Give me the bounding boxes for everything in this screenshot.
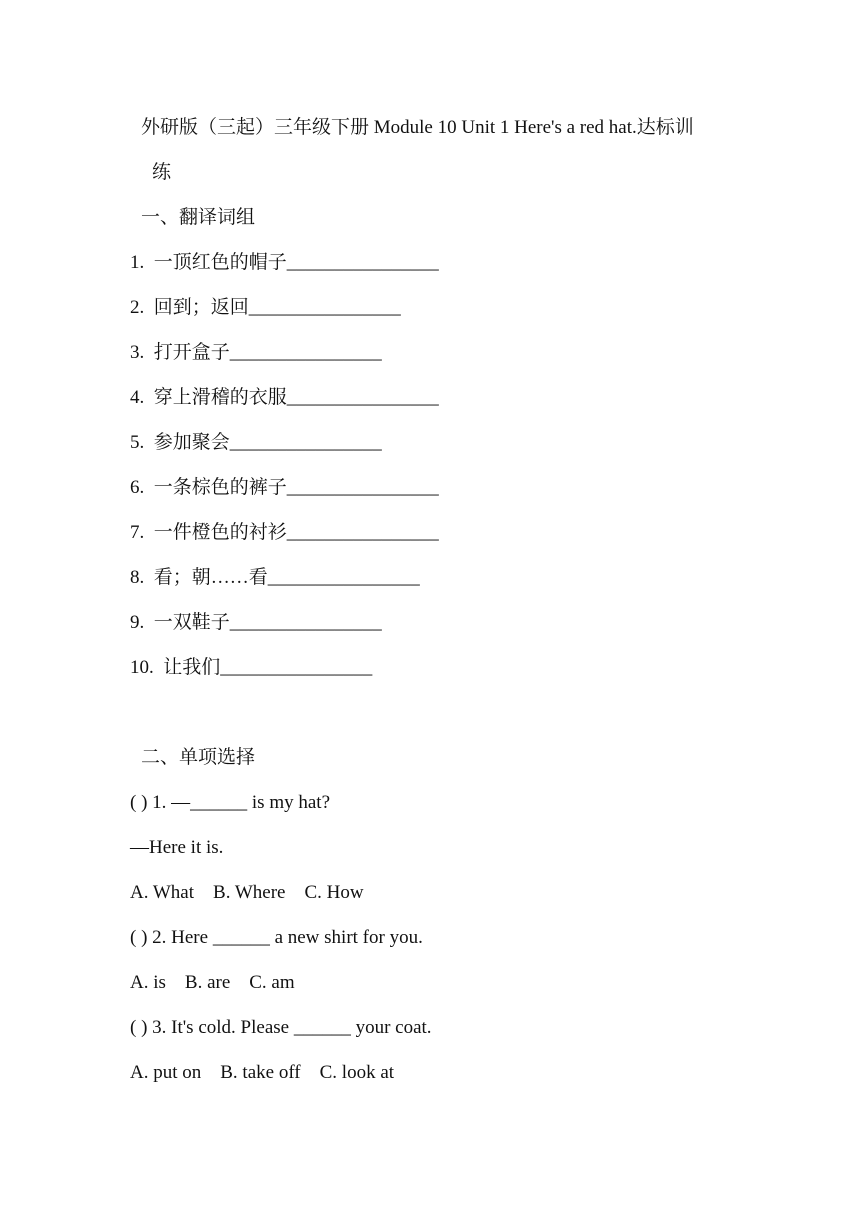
question-1-answer-line: —Here it is. bbox=[130, 837, 224, 858]
question-2-options: A. is B. are C. am bbox=[130, 972, 295, 993]
translation-item-6: 6. 一条棕色的裤子________________ bbox=[130, 477, 439, 498]
translation-item-7: 7. 一件橙色的衬衫________________ bbox=[130, 522, 439, 543]
translation-item-10: 10. 让我们________________ bbox=[130, 657, 373, 678]
question-2: ( ) 2. Here ______ a new shirt for you. bbox=[130, 927, 423, 948]
question-1: ( ) 1. —______ is my hat? bbox=[130, 792, 331, 813]
section2-heading: 二、单项选择 bbox=[141, 747, 256, 768]
question-1-options: A. What B. Where C. How bbox=[130, 882, 364, 903]
translation-item-3: 3. 打开盒子________________ bbox=[130, 342, 382, 363]
translation-item-2: 2. 回到；返回________________ bbox=[130, 297, 401, 318]
document-title-line1: 外研版（三起）三年级下册 Module 10 Unit 1 Here's a red hat.达标训 bbox=[141, 117, 694, 138]
translation-item-1: 1. 一顶红色的帽子________________ bbox=[130, 252, 439, 273]
section1-heading: 一、翻译词组 bbox=[141, 207, 256, 228]
translation-item-8: 8. 看；朝……看________________ bbox=[130, 567, 420, 588]
question-3: ( ) 3. It's cold. Please ______ your coat. bbox=[130, 1017, 432, 1038]
translation-item-9: 9. 一双鞋子________________ bbox=[130, 612, 382, 633]
document-title-line2: 练 bbox=[152, 162, 172, 183]
question-3-options: A. put on B. take off C. look at bbox=[130, 1062, 395, 1083]
translation-item-4: 4. 穿上滑稽的衣服________________ bbox=[130, 387, 439, 408]
translation-item-5: 5. 参加聚会________________ bbox=[130, 432, 382, 453]
